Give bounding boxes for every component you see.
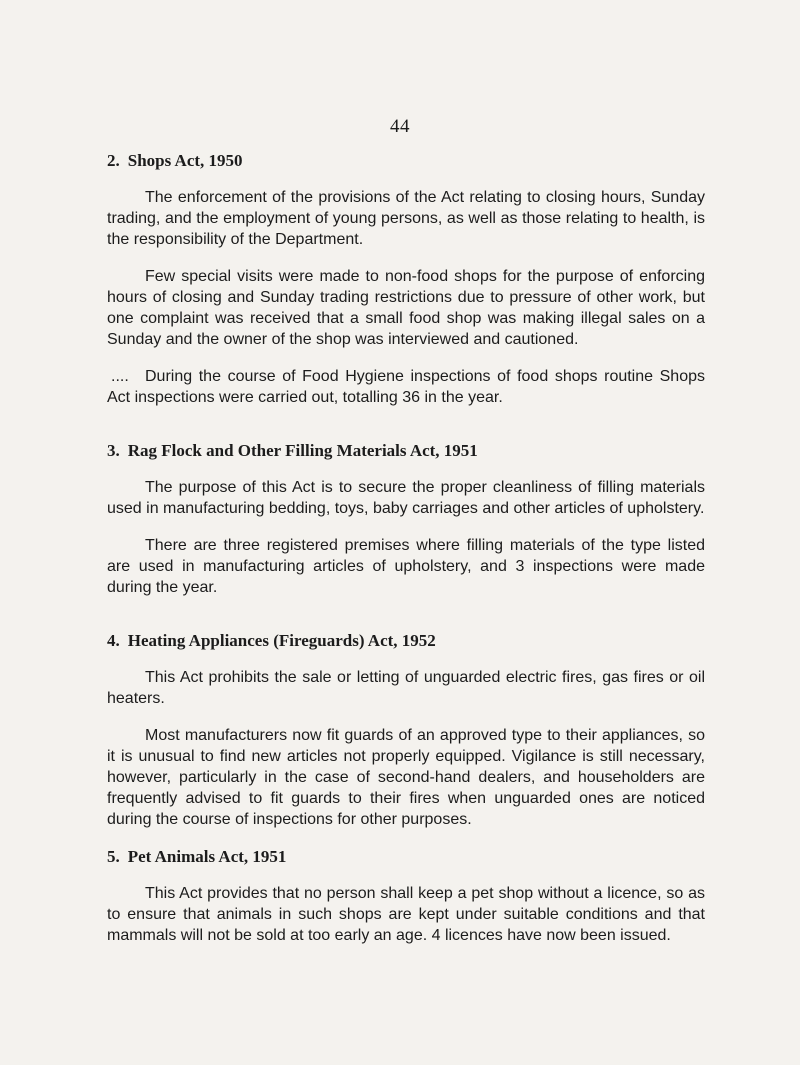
section-title: Pet Animals Act, 1951 (127, 847, 287, 866)
section-shops-act (107, 150, 705, 408)
section-heading (107, 150, 705, 171)
paragraph: The purpose of this Act is to secure the proper cleanliness of filling materials used in manufacturing bedding, toys, baby carriages and other articles of upholstery. (107, 479, 705, 517)
section-title: Heating Appliances (Fireguards) Act, 1952 (127, 631, 436, 650)
section-number: 3. (107, 441, 120, 460)
section-title: Rag Flock and Other Filling Materials Act, 1951 (127, 441, 478, 460)
section-spacer (107, 424, 705, 440)
paragraph: Most manufacturers now fit guards of an approved type to their appliances, so it is unusual to find new articles not properly equipped. Vigilance is still necessary, however, particularly in the case of second-hand dealers, and householders are frequently advised to fit guards to their fires when unguarded ones are noticed during the course of inspections for other purposes. (107, 727, 705, 828)
lead-marks: .... (111, 368, 129, 385)
section-number: 2. (107, 151, 120, 170)
section-spacer (107, 614, 705, 630)
section-title: Shops Act, 1950 (127, 151, 243, 170)
paragraph: The enforcement of the provisions of the Act relating to closing hours, Sunday trading, and the employment of young persons, as well as those relating to health, is the responsibility of the Department. (107, 189, 705, 248)
paragraph: There are three registered premises where filling materials of the type listed are used in manufacturing articles of upholstery, and 3 inspections were made during the year. (107, 537, 705, 596)
document-body (107, 150, 705, 962)
paragraph: Few special visits were made to non-food shops for the purpose of enforcing hours of closing and Sunday trading restrictions due to pressure of other work, but one complaint was received that a small food shop was making illegal sales on a Sunday and the owner of the shop was interviewed and cautioned. (107, 268, 705, 348)
paragraph-text: During the course of Food Hygiene inspections of food shops routine Shops Act inspections were carried out, totalling 36 in the year. (107, 368, 705, 406)
section-heating-appliances-act (107, 630, 705, 830)
paragraph: This Act provides that no person shall keep a pet shop without a licence, so as to ensure that animals in such shops are kept under suitable conditions and that mammals will not be sold at too early an age. 4 licences have now been issued. (107, 885, 705, 944)
section-heading (107, 630, 705, 651)
paragraph: This Act prohibits the sale or letting of unguarded electric fires, gas fires or oil heaters. (107, 669, 705, 707)
section-number: 4. (107, 631, 120, 650)
paragraph-with-lead-marks (107, 366, 705, 408)
section-pet-animals-act (107, 846, 705, 946)
section-heading (107, 440, 705, 461)
section-number: 5. (107, 847, 120, 866)
page-number: 44 (390, 116, 410, 137)
section-heading (107, 846, 705, 867)
section-rag-flock-act (107, 440, 705, 598)
